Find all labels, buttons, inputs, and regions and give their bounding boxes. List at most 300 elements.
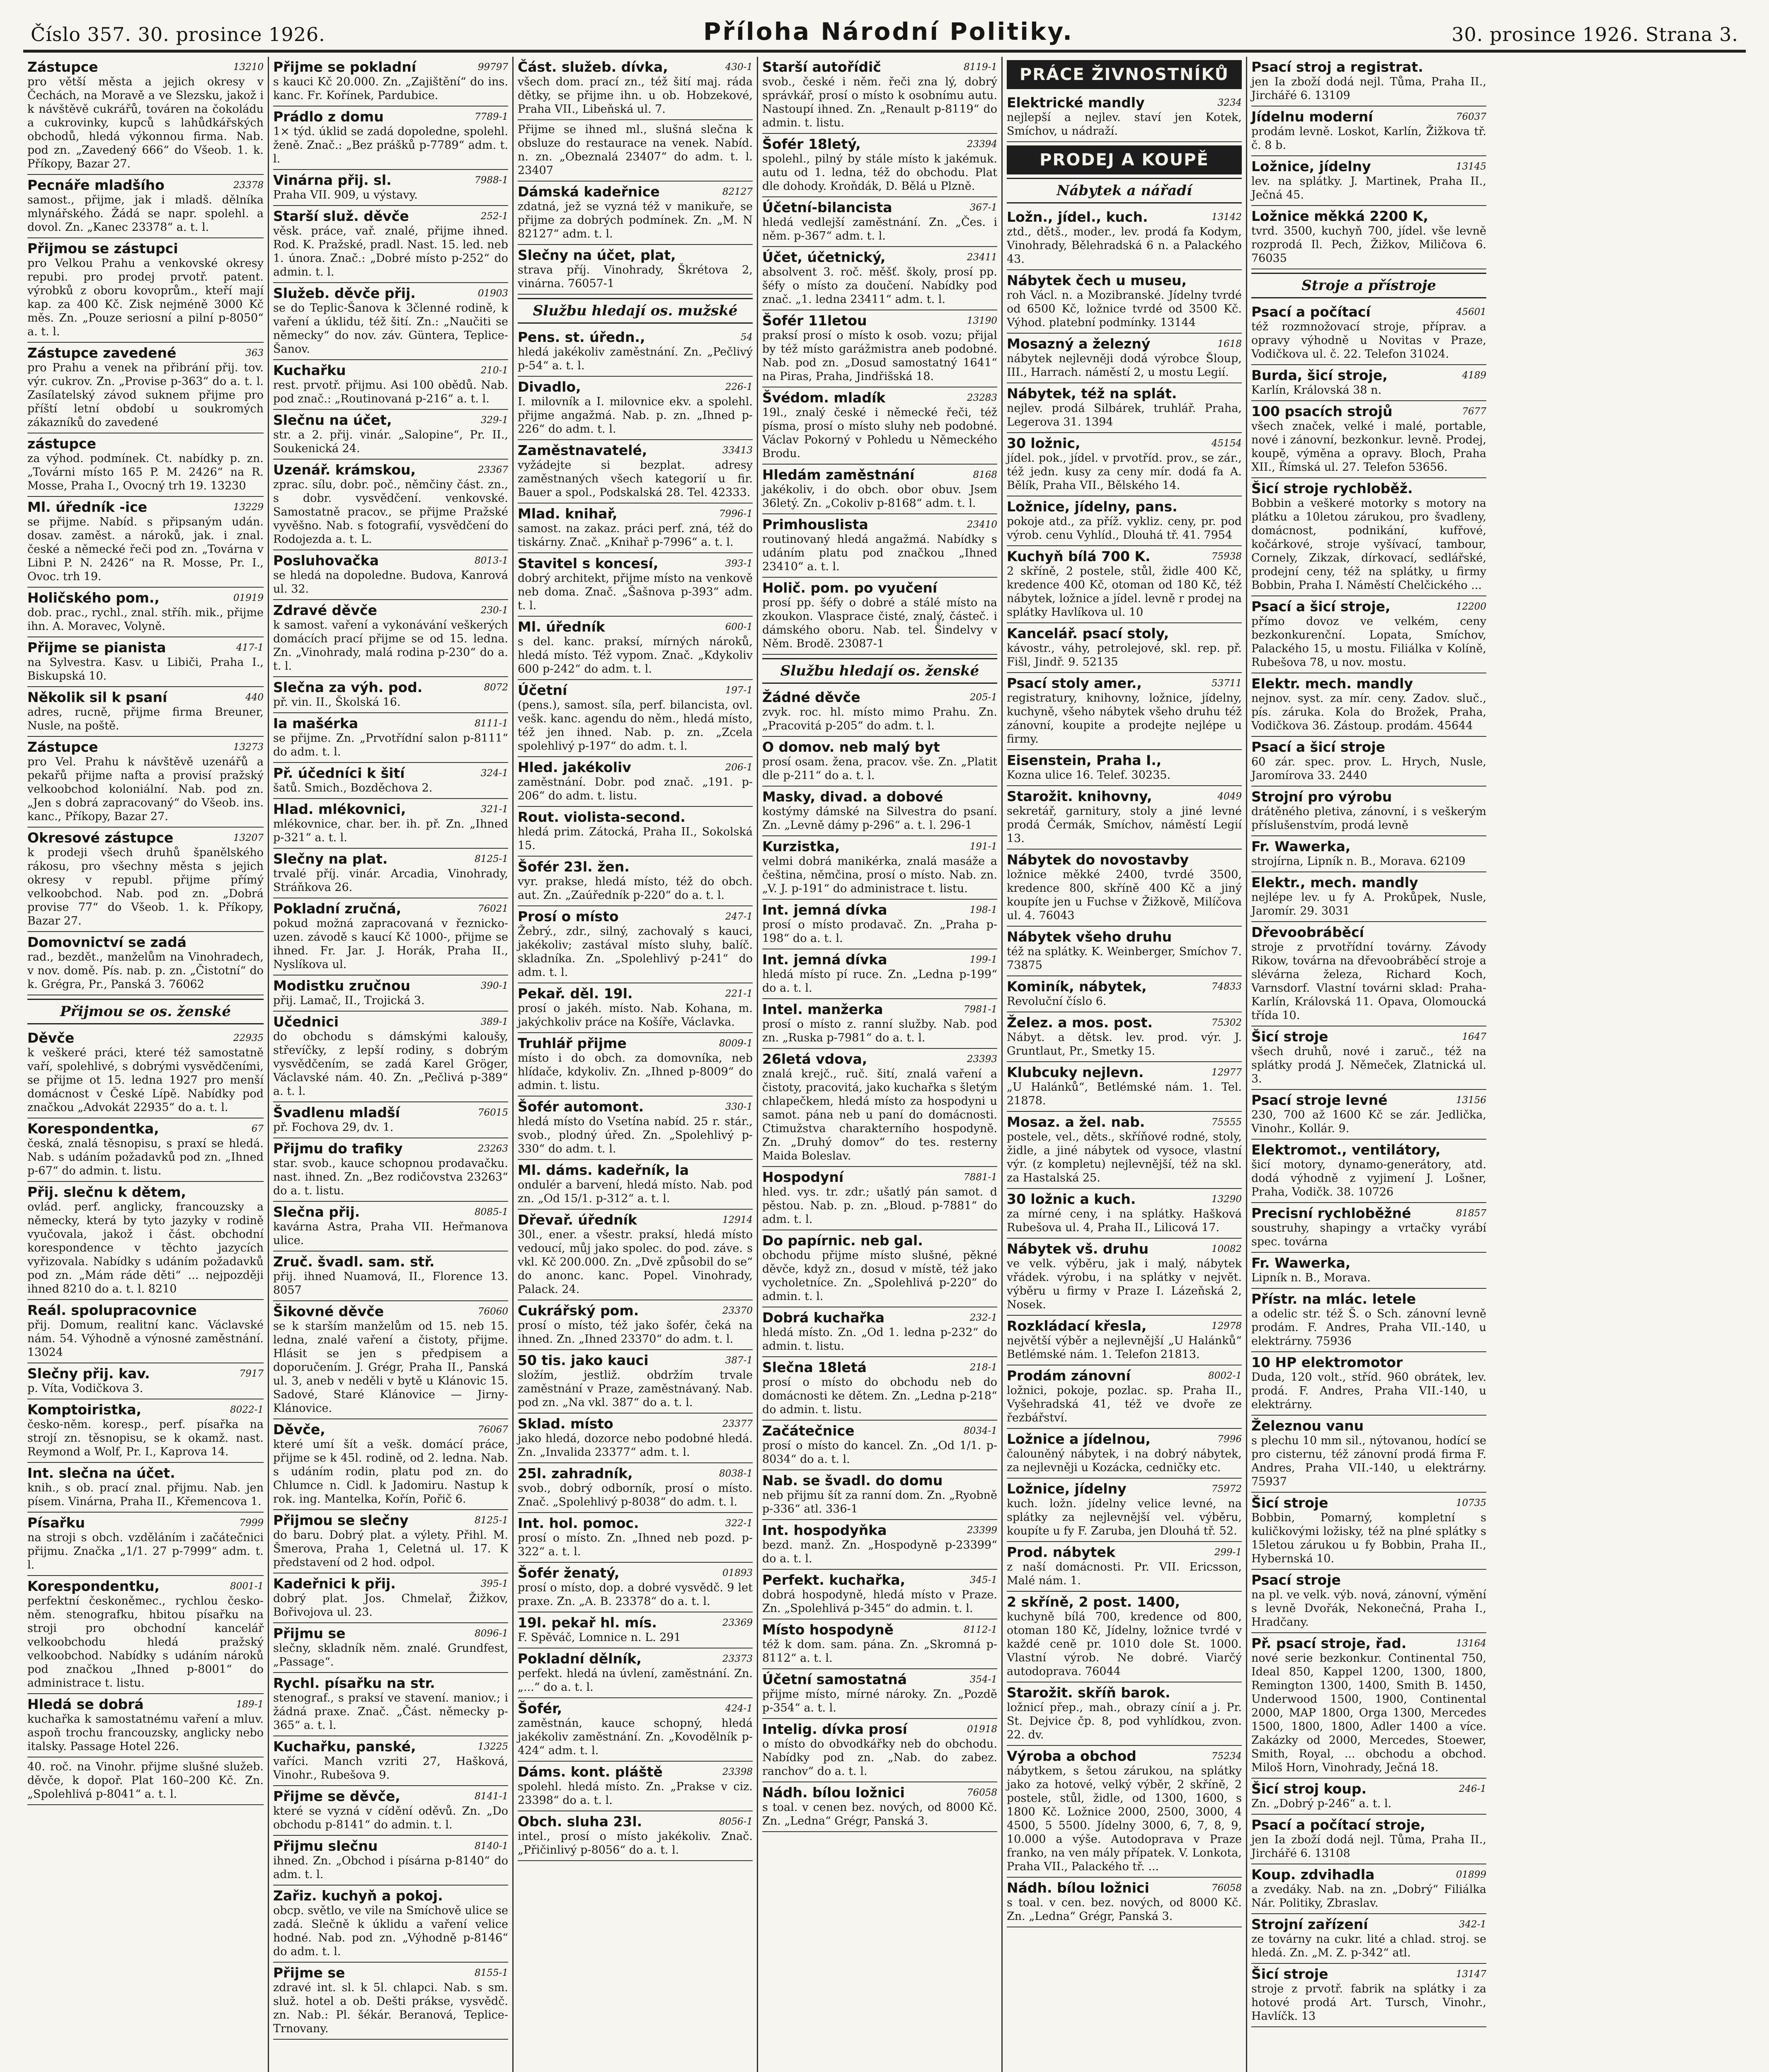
ad-body: kuchařka k samostatnému vaření a mluv. aspoň trochu francouzsky, anglicky nebo italsky. Passage Hotel 226. <box>27 1713 264 1753</box>
ad-body: praksí prosí o místo k osob. vozu; přijal by též místo garážmistra aneb podobné. Nab. pod zn. „Dosud samostatný 1641“ na Piras, Praha, Jindřišská 18. <box>762 329 997 383</box>
ad-body: Lipník n. B., Morava. <box>1251 1271 1371 1284</box>
ad-number: 1647 <box>1462 1031 1486 1042</box>
ad-number: 22935 <box>233 1033 264 1043</box>
ad-body: Praha VII. 909, u výstavy. <box>273 189 418 201</box>
ad-number: 75938 <box>1211 551 1242 562</box>
ad-body: str. a 2. přij. vinár. „Salopine“, Pr. II., Soukenická 24. <box>273 428 508 455</box>
ad-title: 417-1 Přijme se pianista <box>27 639 264 656</box>
ad-body: nejlev. prodá Silbárek, truhlář. Praha, Legerova 31. 1394 <box>1007 402 1242 428</box>
ad-title: Psací a počítací stroje, <box>1251 1817 1425 1833</box>
ad-body: na stroji s obch. vzděláním i začátečnici přijmu. Značka „1/1. 27 p-7999“ adm. t. l. <box>27 1531 264 1571</box>
classified-ad <box>273 1510 508 1573</box>
classified-ad <box>273 713 508 763</box>
ad-title: Slečny na účet, plat, <box>518 247 676 263</box>
classified-ad <box>1007 1316 1242 1365</box>
ad-body: zvyk. roc. hl. místo mimo Prahu. Zn. „Pracovitá p-205“ do adm. t. l. <box>762 706 997 732</box>
classified-ad <box>27 1399 264 1463</box>
ad-number: 13273 <box>233 742 264 753</box>
ad-body: ve velk. výběru, jak i malý, nábytek vřádek. výrobu, i na splátky v největ. výběru u firmy v Praze I. Lázeňská 2, Nosek. <box>1007 1257 1242 1311</box>
ad-title: 232-1 Dobrá kuchařka <box>762 1310 997 1326</box>
classified-ad <box>762 737 997 787</box>
ad-body: jen Ia zboží dodá nejl. Tůma, Praha II., Jirchářé 6. 13108 <box>1251 1833 1486 1860</box>
ad-number: 218-1 <box>969 1362 997 1373</box>
ad-body: s plechu 10 mm sil., nýtovanou, hodící se pro cisternu, též zánovní prodá firma F. Andres, Praha VII.-140, u elektrárny. 75937 <box>1251 1434 1486 1488</box>
classified-ad <box>1251 1090 1486 1140</box>
classified-ad <box>273 283 508 360</box>
ad-title: 13145 Ložnice, jídelny <box>1251 158 1486 174</box>
ad-number: 8141-1 <box>475 1791 508 1802</box>
classified-ad <box>1007 496 1242 546</box>
ad-body: zdravé int. sl. k 5l. chlapci. Nab. s sm. služ. hotel a ob. Dešti prákse, vysvědč. zn. Nab.: Pl. šékár. Beranová, Teplice-Trnovany. <box>273 1981 508 2035</box>
ad-body: a zvedáky. Nab. na zn. „Dobrý“ Filiálka Nár. Politiky, Zbraslav. <box>1251 1883 1486 1910</box>
ad-body: 60 zár. spec. prov. L. Hrych, Nusle, Jaromírova 33. 2440 <box>1251 755 1486 782</box>
ad-title: 199-1 Int. jemná dívka <box>762 951 997 968</box>
ad-title: 424-1 Šofér, <box>518 1700 753 1716</box>
classified-ad <box>518 1612 753 1648</box>
ad-title: 330-1 Šofér automont. <box>518 1099 753 1115</box>
classified-ad <box>1007 334 1242 383</box>
ad-body: všech druhů, nové i zaruč., též na splátky prodá J. Němeček, Zlatnická ul. 3. <box>1251 1045 1486 1085</box>
ad-body: přij. Lamač, II., Trojická 3. <box>273 994 425 1007</box>
ad-title: 13190 Šofér 11letou <box>762 312 997 329</box>
classified-ad <box>1251 1633 1486 1779</box>
ad-title: Domovnictví se zadá <box>27 934 187 950</box>
ad-body: „U Halánků“, Betlémské nám. 1. Tel. 21878. <box>1007 1081 1242 1107</box>
ad-number: 23283 <box>967 392 997 403</box>
ad-body: hledá vedlejší zaměstnání. Zn. „Čes. i něm. p-367“ adm. t. l. <box>762 216 997 242</box>
ad-number: 7999 <box>239 1518 264 1528</box>
ad-body: na Sylvestra. Kasv. u Libiči, Praha I., Biskupská 10. <box>27 656 264 683</box>
ad-body: př. vin. II., Školská 16. <box>273 696 401 709</box>
ad-number: 198-1 <box>969 905 997 915</box>
ad-title: 45154 30 ložnic, <box>1007 435 1242 451</box>
ad-body: kostýmy dámské na Silvestra do psaní. Zn. „Levně dámy p-296“ a. t. l. 296-1 <box>762 805 997 832</box>
ad-body: prosí o místo, dop. a dobré vysvědč. 9 let praxe. Zn. „A. B. 23378“ do a. t. l. <box>518 1581 753 1608</box>
ad-number: 76058 <box>967 1787 997 1798</box>
ad-body: pro Velkou Prahu a venkovské okresy repubi. pro prodej prvotř. patent. výrobků z oboru kovoprům., kteří mají kap. za 400 Kč. Zisk nejméně 3000 Kč měs. Zn. „Pouze seriosní a pilní p-8050“ a. t. l. <box>27 257 264 338</box>
ad-body: též rozmnožovací stroje, příprav. a opravy výhodně u Novitas v Praze, Vodičkova ul. č. 22. Telefon 31024. <box>1251 320 1486 361</box>
classified-ad <box>27 1118 264 1182</box>
classified-ad <box>273 1138 508 1202</box>
ad-body: s kauci Kč 20.000. Zn. „Zajištění“ do ins. kanc. Fr. Kořínek, Pardubice. <box>273 75 508 102</box>
classified-ad <box>1251 922 1486 1026</box>
classified-ad <box>1007 1062 1242 1112</box>
ad-body: prodám levně. Loskot, Karlín, Žižkova tř. č. 8 b. <box>1251 125 1486 152</box>
ad-number: 13156 <box>1456 1095 1486 1106</box>
ad-title: Elektromot., ventilátory, <box>1251 1142 1441 1158</box>
ad-title: 247-1 Prosí o místo <box>518 908 753 925</box>
ad-number: 7996-1 <box>719 508 753 519</box>
ad-number: 76037 <box>1456 111 1486 122</box>
ad-body: prosí o místo. Zn. „Ihned neb pozd. p-322“ a. t. l. <box>518 1532 753 1558</box>
classified-ad <box>518 327 753 377</box>
ad-body: Bobbin, Pomarný, kompletní s kuličkovými ložisky, též na plné splátky s 15letou zárukou u fy Bobbin, Praha II., Hybernská 10. <box>1251 1511 1486 1565</box>
ad-body: dobrý architekt, přijme místo na venkově neb doma. Znač. „Šašnova p-393“ adm. t. l. <box>518 572 753 612</box>
ad-body: perfektní českoněmec., rychlou česko-něm. stenografku, hbitou písařku na stroji pro obchodní kancelář velkoobchodu hledá pražský velkoobchod. Nabídky s udáním nároků pod značkou „Ihned p-8001“ do administrace t. listu. <box>27 1595 264 1690</box>
ad-number: 232-1 <box>969 1312 997 1323</box>
ad-body: spolehl., pilný by stále místo k jakémuk. autu od 1. ledna, též do obchodu. Plat dle dohody. Kroňdák, D. Bělá u Plzně. <box>762 152 997 193</box>
ad-body: o místo do obvodkářky neb do obchodu. Nabídky pod zn. „Nab. do zabez. ranchov“ do a. t. l. <box>762 1738 997 1778</box>
classified-ad <box>1007 1365 1242 1429</box>
ad-title: Psací a šicí stroje <box>1251 739 1386 755</box>
ad-number: 8038-1 <box>719 1468 753 1479</box>
classified-ad <box>273 1301 508 1419</box>
ad-body: absolvent 3. roč. měšť. školy, prosí pp. šéfy o místo za doučení. Nabídky pod znač. „1. ledna 23411“ adm. t. l. <box>762 266 997 306</box>
classified-ad <box>27 433 264 497</box>
classified-ad <box>762 687 997 737</box>
classified-ad <box>1007 207 1242 270</box>
column-6 <box>1246 57 1490 2072</box>
ad-number: 13207 <box>233 833 264 843</box>
ad-number: 13290 <box>1211 1194 1242 1205</box>
ad-body: svob., české i něm. řeči zna lý, dobrý správkář, prosí o místo k osobnímu autu. Nastoupí ihned. Zn. „Renault p-8119“ do admin. t. listu. <box>762 75 997 129</box>
classified-ad <box>762 1470 997 1520</box>
ad-body: jen Ia zboží dodá nejl. Tůma, Praha II., Jirchářé 6. 13109 <box>1251 75 1486 102</box>
ad-body: pokoje atd., za příž. vykliz. ceny, pr. pod výrob. cenu Vyhlíd., Dlouhá tř. 41. 7954 <box>1007 515 1242 542</box>
ad-body: nábytek nejlevněji dodá výrobce Šloup, III., Harrach. náměstí 2, u mostu Legií. <box>1007 352 1242 379</box>
ad-number: 81857 <box>1456 1208 1486 1219</box>
ad-title: Elektr., mech. mandly <box>1251 874 1418 891</box>
column-5 <box>1001 57 1246 2072</box>
classified-ad <box>273 1251 508 1301</box>
classified-ad <box>1251 1570 1486 1633</box>
ad-title: 3234 Elektrické mandly <box>1007 94 1242 111</box>
ad-title: Fr. Wawerka, <box>1251 1255 1351 1271</box>
classified-ad <box>1007 1878 1242 1927</box>
ad-title: 198-1 Int. jemná dívka <box>762 902 997 918</box>
classified-ad <box>518 757 753 807</box>
ad-title: Masky, divad. a dobové <box>762 789 943 805</box>
ad-title: 01899 Koup. zdvihadla <box>1251 1866 1486 1883</box>
classified-ad <box>1251 1289 1486 1352</box>
ad-body: I. milovník a I. milovnice ekv. a spolehl. přijme angažmá. Nab. p. zn. „Ihned p-226“ do adm. t. l. <box>518 395 753 436</box>
ad-body: do obchodu s dámskými kaloušy, střevíčky, z lepší rodiny, s dobrým vysvědčením, se zadá Karel Gröger, Václavské nám. 40. Zn. „Pečlivá p-389“ a. t. l. <box>273 1030 508 1098</box>
classified-ad <box>27 238 264 343</box>
ad-title: Šofér 23l. žen. <box>518 859 630 875</box>
ad-number: 13229 <box>233 502 264 513</box>
ad-title: Nábytek do novostavby <box>1007 852 1189 868</box>
classified-ad <box>1251 365 1486 401</box>
ad-title: 221-1 Pekař. děl. 19l. <box>518 985 753 1002</box>
ad-body: prosí o místo, též jako šofér, čeká na ihned. Zn. „Ihned 23370“ do adm. t. l. <box>518 1319 753 1346</box>
ad-title: 387-1 50 tis. jako kauci <box>518 1352 753 1368</box>
ad-body: hledá místo do Vsetína nabíd. 25 r. stár., svob., plodný úřed. Zn. „Spolehlivý p-330“ do adm. t. l. <box>518 1115 753 1155</box>
ad-title: Rychl. písařku na str. <box>273 1675 435 1691</box>
ad-title: 23283 Švédom. mladík <box>762 390 997 406</box>
ad-number: 8085-1 <box>475 1207 508 1218</box>
classified-ad <box>1007 270 1242 334</box>
ad-number: 12978 <box>1211 1321 1242 1331</box>
ad-title: 10735 Šicí stroje <box>1251 1495 1486 1511</box>
ad-number: 430-1 <box>725 62 753 73</box>
ad-number: 247-1 <box>725 911 753 922</box>
ad-number: 12914 <box>722 1215 753 1225</box>
classified-ad <box>762 1782 997 1832</box>
classified-ad <box>1251 1779 1486 1815</box>
ad-body: hledá místo pí ruce. Zn. „Ledna p-199“ do a. t. l. <box>762 968 997 995</box>
ad-body: za mírné ceny, i na splátky. Hašková Rubešova ul. 4, Praha II., Lilicová 17. <box>1007 1208 1242 1234</box>
ad-number: 8013-1 <box>475 555 508 566</box>
ad-number: 363 <box>245 348 264 358</box>
section-heading: Přijmou se os. ženské <box>27 999 264 1024</box>
classified-ad <box>1251 1914 1486 1964</box>
classified-ad <box>1007 1189 1242 1239</box>
ad-number: 345-1 <box>969 1575 997 1585</box>
ad-number: 13190 <box>967 315 997 326</box>
ad-number: 23369 <box>722 1617 753 1628</box>
classified-ad <box>273 898 508 975</box>
ad-title: 53711 Psací stoly amer., <box>1007 675 1242 691</box>
classified-ad <box>1007 927 1242 976</box>
classified-ad <box>273 1786 508 1836</box>
ad-title: 252-1 Starší služ. děvče <box>273 208 508 224</box>
ad-number: 8056-1 <box>719 1816 753 1827</box>
ad-body: s toal. v cenen bez. nových, od 8000 Kč. Zn. „Ledna“ Grégr, Panská 3. <box>762 1801 997 1828</box>
ad-title: Přístr. na mlác. letele <box>1251 1291 1416 1307</box>
ad-title: 8155-1 Přijme se <box>273 1965 508 1981</box>
ad-title: 10082 Nábytek vš. druhu <box>1007 1241 1242 1257</box>
ad-number: 205-1 <box>969 692 997 703</box>
classified-ad <box>762 1230 997 1307</box>
ad-title: 205-1 Žádné děvče <box>762 689 997 705</box>
classified-ad <box>518 983 753 1033</box>
ad-body: rest. prvotř. přijmu. Asi 100 obědů. Nab. pod znač.: „Routinovaná p-216“ a. t. l. <box>273 379 508 405</box>
ad-title: 13142 Ložn., jídel., kuch. <box>1007 209 1242 225</box>
classified-ad <box>27 57 264 175</box>
classified-ad <box>518 182 753 245</box>
classified-ad <box>518 1210 753 1300</box>
ad-body: česká, znalá těsnopisu, s praxí se hledá. Nab. s udáním požadavků pod zn. „Ihned p-67“ do admin. t. listu. <box>27 1137 264 1177</box>
ad-body: stroje z prvotř. fabrik na splátky i za hotové prodá Art. Tursch, Vinohr., Havlíčk. 13 <box>1251 1982 1486 2023</box>
ad-number: 23367 <box>477 465 508 475</box>
ad-body: čalouněný nábytek, i na dobrý nábytek, za nejlevněji u Kozácka, cedničky etc. <box>1007 1447 1242 1474</box>
ad-body: vaříci. Manch vzriti 27, Hašková, Vinohr., Rubešova 9. <box>273 1755 508 1782</box>
classified-ad <box>762 1570 997 1619</box>
classified-ad <box>518 1097 753 1160</box>
ad-number: 8001-1 <box>230 1581 264 1592</box>
classified-ad <box>273 460 508 550</box>
ad-title: 01893 Šofér ženatý, <box>518 1565 753 1581</box>
classified-ad <box>1251 156 1486 206</box>
ad-number: 390-1 <box>480 980 508 991</box>
classified-ad <box>27 1576 264 1694</box>
ad-body: př. Fochova 29, dv. 1. <box>273 1121 394 1134</box>
ad-title: 1647 Šicí stroje <box>1251 1029 1486 1045</box>
ad-number: 8140-1 <box>475 1841 508 1852</box>
classified-ad <box>518 1513 753 1563</box>
ad-body: přij. ihned Nuamová, II., Florence 13. 8057 <box>273 1270 508 1297</box>
ad-title: Ml. dáms. kadeřník, la <box>518 1162 689 1178</box>
ad-number: 23394 <box>967 139 997 150</box>
ad-number: 7988-1 <box>475 175 508 186</box>
classified-ad <box>762 387 997 465</box>
ad-number: 600-1 <box>725 622 753 632</box>
ad-body: knih., s ob. prací znal. přijmu. Nab. jen písem. Vinárna, Praha II., Křemencova 1. <box>27 1481 264 1508</box>
ad-body: zprac. sílu, dobr. poč., němčiny část. zn., s dobr. vysvědčení. venkovské. Samostatně pracov., se přijme Pražské vyvěšno. Nab. s fotografií, vysvědčení do Rodojezda a. t. L. <box>273 478 508 546</box>
ad-number: 8125-1 <box>475 854 508 864</box>
ad-body: šicí motory, dynamo-generátory, atd. dodá výhodně z vyjimení J. Lošner, Praha, Vodičk. 38. 10726 <box>1251 1158 1486 1198</box>
ad-number: 23411 <box>967 252 997 263</box>
ad-title: 329-1 Slečnu na účet, <box>273 412 508 428</box>
classified-ad <box>1251 1026 1486 1090</box>
ad-body: Karlín, Královská 38 n. <box>1251 384 1382 397</box>
ad-title: 13156 Psací stroje levné <box>1251 1092 1486 1108</box>
classified-ad <box>273 677 508 713</box>
ad-title: 23410 Primhouslista <box>762 516 997 533</box>
ad-body: ložnici, pokoje, pozlac. sp. Praha II., Vyšehradská 41, též ve dvoře ze řezbářství. <box>1007 1384 1242 1424</box>
ad-title: Nab. se švadl. do domu <box>762 1472 943 1489</box>
ad-body: samost. na zakaz. práci perf. zná, též do tiskárny. Znač. „Knihař p-7996“ a. t. l. <box>518 522 753 549</box>
ad-body: ložnice měkké 2400, tvrdé 3500, kredence 800, skříně 400 Kč a jiný koupíte jen u Fuchse v Žižkově, Milíčova ul. 4. 76043 <box>1007 868 1242 922</box>
classified-ad <box>273 1573 508 1623</box>
classified-ad <box>1007 1592 1242 1682</box>
ad-title: Přijmou se zástupci <box>27 240 178 257</box>
ad-number: 75555 <box>1211 1117 1242 1128</box>
ad-title: 8009-1 Truhlář přijme <box>518 1035 753 1051</box>
ad-body: přij. Domum, realitní kanc. Václavské nám. 54. Výhodně a výnosné zaměstnání. 13024 <box>27 1319 264 1359</box>
ad-title: 75555 Mosaz. a žel. nab. <box>1007 1114 1242 1130</box>
classified-ad <box>762 999 997 1049</box>
section-heading: Nábytek a nářadí <box>1007 178 1242 203</box>
classified-ad <box>762 836 997 900</box>
ad-number: 252-1 <box>480 211 508 222</box>
classified-ad <box>1007 1429 1242 1479</box>
ad-number: 1618 <box>1217 339 1242 349</box>
ad-number: 10082 <box>1211 1244 1242 1254</box>
ad-body: zdatná, jež se vyzná též v manikuře, se přijme za dobrých podmínek. Zn. „M. N 82127“ adm. t. l. <box>518 200 753 240</box>
ad-number: 8155-1 <box>475 1968 508 1978</box>
ad-number: 13147 <box>1456 1969 1486 1980</box>
ad-body: do baru. Dobrý plat. a výlety. Přihl. M. Šmerova, Praha 1, Celetná ul. 17. K představení od 2 hod. odpol. <box>273 1529 508 1569</box>
ad-number: 417-1 <box>236 642 264 653</box>
ad-title: Přij. slečnu k dětem, <box>27 1184 186 1200</box>
ad-body: svob., dobrý odborník, prosí o místo. Znač. „Spolehlivý p-8038“ do adm. t. l. <box>518 1482 753 1508</box>
ad-title: 45601 Psací a počítací <box>1251 304 1486 320</box>
ad-title: 197-1 Účetní <box>518 682 753 698</box>
ad-title: Do papírnic. neb gal. <box>762 1232 923 1249</box>
column-3 <box>512 57 757 2072</box>
ad-title: 23370 Cukrářský pom. <box>518 1302 753 1319</box>
ad-number: 10735 <box>1456 1498 1486 1508</box>
ad-title: 218-1 Slečna 18letá <box>762 1359 997 1375</box>
classified-ad <box>518 807 753 857</box>
ad-body: postele, vel., děts., skříňové rodné, stoly, židle, a jiné nábytek od vysoce, vlastní výr. (z kompletu) nejlevnější, též na skl. za Hastalská 25. <box>1007 1130 1242 1184</box>
classified-ad <box>273 1012 508 1102</box>
classified-ad <box>1251 673 1486 737</box>
ad-body: 19l., znalý české i německé řeči, též písma, prosí o místo sluhy neb podobné. Václav Pokorný v Pohledu u Německého Brodu. <box>762 406 997 460</box>
classified-ad <box>1251 478 1486 596</box>
ad-number: 7996 <box>1217 1434 1242 1445</box>
ad-body: drátěného pletiva, zánovní, i s veškerým příslušenstvím, prodá levně <box>1251 805 1486 832</box>
ad-title: 12978 Rozkládací křesla, <box>1007 1318 1242 1334</box>
ad-title: 395-1 Kadeřnici k přij. <box>273 1576 508 1592</box>
classified-ad <box>518 120 753 182</box>
ad-body: dobrý plat. Jos. Chmelař, Žižkov, Bořivojova ul. 23. <box>273 1592 508 1619</box>
issue-info: Číslo 357. 30. prosince 1926. <box>31 23 325 46</box>
ad-number: 82127 <box>722 186 753 197</box>
ad-number: 8096-1 <box>475 1628 508 1639</box>
ad-number: 8168 <box>973 470 997 480</box>
ad-body: se hledá na dopoledne. Budova, Kanrová ul. 32. <box>273 569 508 595</box>
classified-ad <box>27 497 264 588</box>
section-heading: Službu hledají os. ženské <box>762 658 997 684</box>
classified-ad <box>762 900 997 949</box>
classified-ad <box>273 1673 508 1736</box>
page-title: Příloha Národní Politiky. <box>703 17 1074 46</box>
ad-number: 23393 <box>967 1054 997 1065</box>
classified-ad <box>273 360 508 410</box>
ad-body: soustruhy, shapingy a vrtačky vyrábí spec. továrna <box>1251 1222 1486 1248</box>
classified-ad <box>27 1300 264 1363</box>
classified-ad <box>1007 1746 1242 1878</box>
classified-ad <box>273 1886 508 1963</box>
ad-title: 8034-1 Začátečnice <box>762 1423 997 1439</box>
ad-number: 13210 <box>233 62 264 73</box>
classified-ad <box>27 175 264 238</box>
ad-number: 342-1 <box>1459 1919 1486 1930</box>
ad-body: nejnov. syst. za mír. ceny. Zadov. sluč., pís. záruka. Kola do Brožek, Praha, Vodičkova 36. Zástoup. prodám. 45644 <box>1251 692 1486 732</box>
classified-ad <box>762 1520 997 1570</box>
classified-ad <box>762 514 997 578</box>
ad-number: 99797 <box>477 62 508 73</box>
ad-number: 226-1 <box>725 382 753 392</box>
classified-ad <box>518 1698 753 1762</box>
ad-body: prosí osam. žena, pracov. vše. Zn. „Platit dle p-211“ do a. t. l. <box>762 755 997 782</box>
ad-body: Bobbin a veškeré motorky s motory na plátku a 10letou zárukou, pro švadleny, domácnost, podnikání, kufřové, kočárkové, stroje vyšívací, tambour, Cornely, Zikzak, dírkovací, sedlářské, prodejní ceny, též na splátky, u firmy Bobbin, Praha I. Náměstí Chelčického ... <box>1251 497 1486 592</box>
ad-title: 8125-1 Přijmou se slečny <box>273 1512 508 1528</box>
ad-body: tvrd. 3500, kuchyň 700, jídel. vše levně rozprodá Il. Pech, Žižkov, Miličova 6. 76035 <box>1251 225 1486 265</box>
ad-body: přijme místo, mírné nároky. Zn. „Pozdě p-354“ a. t. l. <box>762 1688 997 1714</box>
ad-number: 75234 <box>1211 1751 1242 1762</box>
ad-number: 76067 <box>477 1424 508 1435</box>
ad-number: 8111-1 <box>475 718 508 729</box>
classified-ad <box>762 1307 997 1357</box>
ad-title: 82127 Dámská kadeřnice <box>518 184 753 200</box>
ad-title: Eisenstein, Praha I., <box>1007 752 1162 768</box>
classified-ad <box>762 1619 997 1669</box>
ad-title: 76021 Pokladní zručná, <box>273 900 508 917</box>
ad-body: nejlepší a nejlev. staví jen Kotek, Smíchov, u nádraží. <box>1007 111 1242 138</box>
ad-body: Kozna ulice 16. Telef. 30235. <box>1007 769 1171 782</box>
ad-body: Žebrý., zdr., silný, zachovalý s kauci, jakékoliv; zastával místo sluhy, balíč. skladníka. Zn. „Spolehlivý p-241“ do adm. t. l. <box>518 925 753 979</box>
ad-title: 430-1 Část. služeb. dívka, <box>518 59 753 75</box>
ad-title: 23263 Přijmu do trafiky <box>273 1140 508 1157</box>
classified-ad <box>27 1513 264 1576</box>
classified-ad <box>273 1419 508 1510</box>
ad-body: F. Spěváč, Lomnice n. L. 291 <box>518 1631 681 1644</box>
column-1 <box>23 57 268 2072</box>
classified-ad <box>273 1623 508 1673</box>
ad-body: za výhod. podmínek. Ct. nabídky p. zn. „Továrni místo 165 P. M. 2426“ na R. Mosse, Praha I., Ovocný trh 19. 13230 <box>27 452 264 492</box>
ad-body: kuch. ložn. jídelny velice levné, na splátky za nejlevnější vel. výběru, koupíte u fy F. Zaruba, jen Dlouhá tř. 52. <box>1007 1497 1242 1537</box>
classified-ad <box>1251 836 1486 872</box>
classified-ad <box>1007 1542 1242 1592</box>
classified-ad <box>1251 1815 1486 1864</box>
ad-title: 81857 Precisní rychloběžné <box>1251 1205 1486 1221</box>
classified-ad <box>27 932 264 995</box>
ad-title: 7996 Ložnice a jídelnou, <box>1007 1431 1242 1447</box>
ad-body: kavárna Astra, Praha VII. Heřmanova ulice. <box>273 1220 508 1247</box>
ad-title: Nábytek, též na splát. <box>1007 385 1177 402</box>
classified-ad <box>518 1811 753 1861</box>
ad-title: 23394 Šofér 18letý, <box>762 136 997 152</box>
ad-body: všech značek, velké i malé, portable, nové i zánovní, bezkonkur. levně. Prodej, koupě, výměna a opravy. Bloch, Praha XII., Římská ul. 27. Telefon 53656. <box>1251 420 1486 474</box>
ad-body: 30l., ener. a všestr. praksí, hledá místo vedoucí, můj jako spolec. do pod. záve. s vkl. Kč 200.000. Zn. „Dvě způsobil do se“ do anonc. kanc. Popel. Vinohrady, Palack. 24. <box>518 1228 753 1296</box>
ad-body: dobrá hospodyně, hledá místo v Praze. Zn. „Spolehlivá p-345“ do admin. t. l. <box>762 1588 997 1615</box>
ad-number: 76060 <box>477 1306 508 1317</box>
ad-body: dob. prac., rychl., znal. stříh. mik., přijme ihn. A. Moravec, Volyně. <box>27 606 264 633</box>
ad-body: mlékovnice, char. ber. ih. př. Zn. „Ihned p-321“ a. t. l. <box>273 818 508 844</box>
